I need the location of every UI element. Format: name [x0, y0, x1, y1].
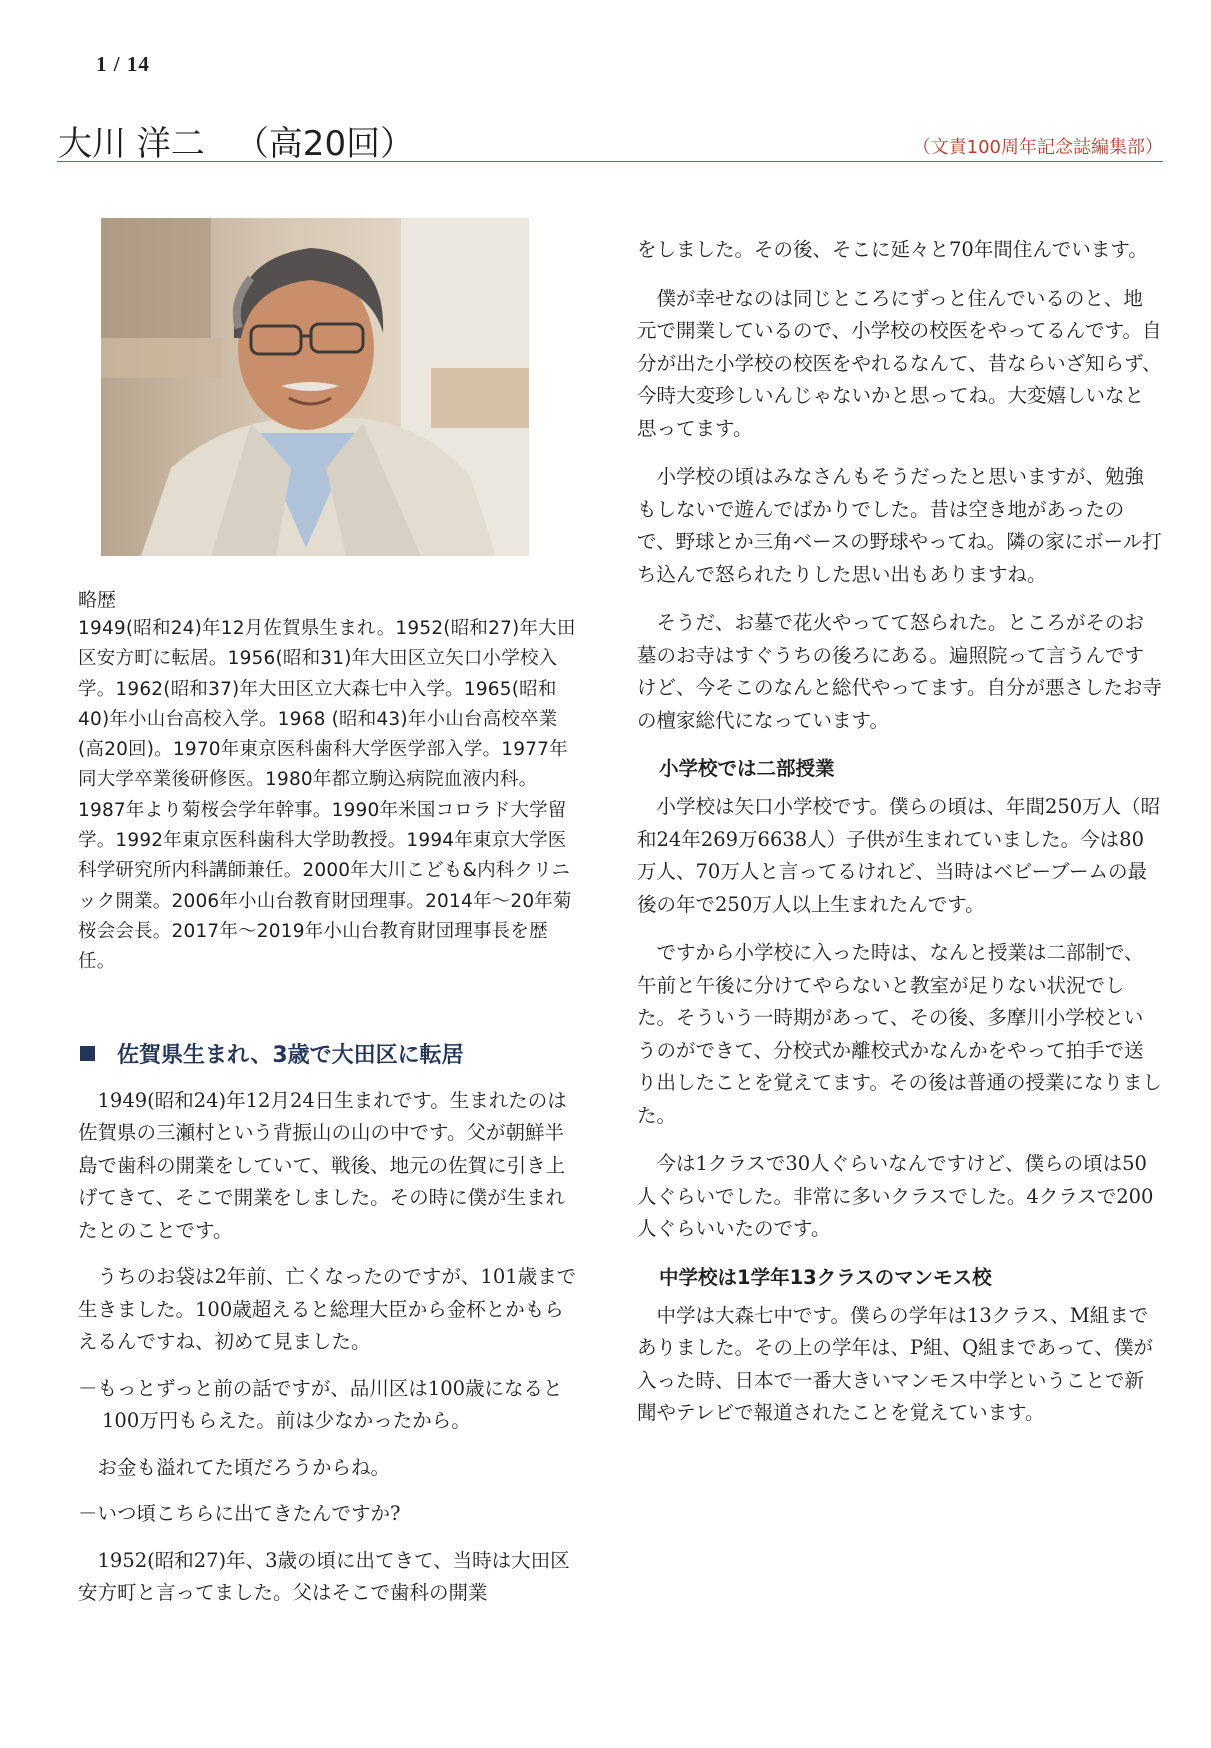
paragraph: 小学校は矢口小学校です。僕らの頃は、年間250万人（昭和24年269万6638人）子供が生まれていました。今は80万人、70万人と言ってるけれど、当時はベビーブームの最後の年で250万人以上生まれたんです。	[637, 795, 1161, 916]
page-total: 14	[126, 52, 150, 76]
paragraph: 僕が幸せなのは同じところにずっと住んでいるのと、地元で開業しているので、小学校の校医をやってるんです。自分が出た小学校の校医をやれるなんて、昔ならいざ知らず、今時大変珍しいんじゃないかと思ってね。大変嬉しいなと思ってます。	[637, 286, 1162, 440]
author-name: 大川 洋二	[58, 124, 205, 164]
page-title	[58, 116, 414, 165]
portrait-photo	[101, 218, 529, 556]
paragraph-continued: をしました。その後、そこに延々と70年間住んでいます。	[637, 238, 1148, 261]
section-heading	[78, 1038, 583, 1069]
bio-text: 1949(昭和24)年12月佐賀県生まれ。1952(昭和27)年大田区安方町に転居。1956(昭和31)年大田区立矢口小学校入学。1962(昭和37)年大田区立大森七中入学。1965(昭和40)年小山台高校入学。1968 (昭和43)年小山台高校卒業(高20回)。1970年東京医科歯科大学医学部入学。1977年同大学卒業後研修医。1980年都立駒込病院血液内科。1987年より菊桜会学年幹事。1990年米国コロラド大学留学。1992年東京医科歯科大学助教授。1994年東京大学医科学研究所内科講師兼任。2000年大川こども&内科クリニック開業。2006年小山台教育財団理事。2014年～20年菊桜会会長。2017年～2019年小山台教育財団理事長を歴任。	[78, 618, 576, 973]
page-number	[96, 52, 150, 77]
paragraph: そうだ、お墓で花火やってて怒られた。ところがそのお墓のお寺はすぐうちの後ろにある。遍照院って言うんですけど、今そこのなんと総代やってます。自分が悪さしたお寺の檀家総代になっています。	[637, 611, 1162, 732]
interviewer-question: －もっとずっと前の話ですが、品川区は100歳になると100万円もらえた。前は少なかったから。	[78, 1376, 563, 1433]
portrait-illustration	[101, 218, 529, 556]
paragraph: 今は1クラスで30人ぐらいなんですけど、僕らの頃は50人ぐらいでした。非常に多いクラスでした。4クラスで200人ぐらいいたのです。	[637, 1152, 1154, 1240]
square-bullet-icon	[80, 1046, 95, 1061]
page-separator: /	[113, 52, 121, 76]
title-divider	[57, 161, 1163, 162]
section-heading-text: 佐賀県生まれ、3歳で大田区に転居	[117, 1042, 464, 1068]
class-year: （高20回）	[234, 124, 415, 164]
left-column	[78, 586, 583, 1624]
subheading: 小学校では二部授業	[659, 757, 835, 780]
subheading: 中学校は1学年13クラスのマンモス校	[659, 1265, 992, 1289]
paragraph: 中学は大森七中です。僕らの学年は13クラス、M組までありました。その上の学年は、P組、Q組まであって、僕が入った時、日本で一番大きいマンモス中学ということで新聞やテレビで報道されたことを覚えています。	[637, 1303, 1154, 1424]
page-current: 1	[96, 52, 108, 76]
interviewer-question: －いつ頃こちらに出てきたんですか?	[78, 1502, 401, 1526]
editor-credit: （文責100周年記念誌編集部）	[912, 137, 1163, 158]
paragraph: 1952(昭和27)年、3歳の頃に出てきて、当時は大田区安方町と言ってました。父はそこで歯科の開業	[78, 1548, 570, 1605]
paragraph: 小学校の頃はみなさんもそうだったと思いますが、勉強もしないで遊んでばかりでした。昔は空き地があったので、野球とか三角ベースの野球やってね。隣の家にボール打ち込んで怒られたりした思い出もありますね。	[637, 465, 1162, 586]
bio-label: 略歴	[78, 589, 117, 611]
right-column	[637, 234, 1162, 1446]
paragraph: ですから小学校に入った時は、なんと授業は二部制で、午前と午後に分けてやらないと教室が足りない状況でした。そういう一時期があって、その後、多摩川小学校というのができて、分校式か離校式かなんかをやって拍手で送り出したことを覚えてます。その後は普通の授業になりました。	[637, 941, 1162, 1127]
paragraph: うちのお袋は2年前、亡くなったのですが、101歳まで生きました。100歳超えると総理大臣から金杯とかもらえるんですね、初めて見ました。	[78, 1265, 577, 1354]
paragraph: 1949(昭和24)年12月24日生まれです。生まれたのは佐賀県の三瀬村という背振山の山の中です。父が朝鮮半島で歯科の開業をしていて、戦後、地元の佐賀に引き上げてきて、そこで開業をしました。その時に僕が生まれたとのことです。	[78, 1088, 567, 1242]
paragraph: お金も溢れてた頃だろうからね。	[97, 1455, 391, 1479]
